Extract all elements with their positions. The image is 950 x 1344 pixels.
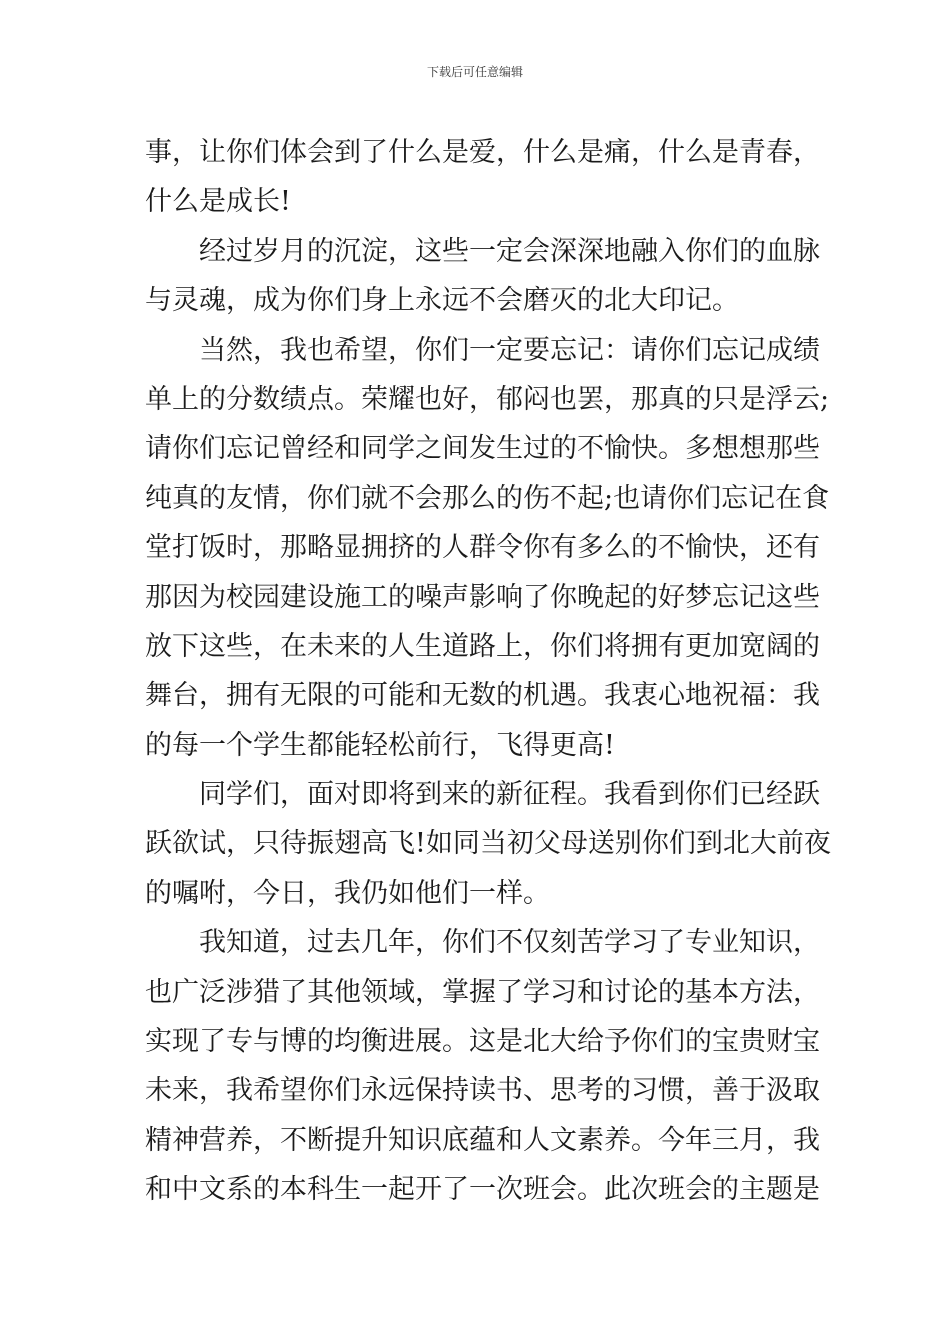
paragraph-first-line: 经过岁月的沉淀，这些一定会深深地融入你们的血脉 xyxy=(199,235,820,267)
paragraph-first-line: 当然，我也希望，你们一定要忘记：请你们忘记成绩 xyxy=(199,334,820,366)
text-line: 也广泛涉猎了其他领域，掌握了学习和讨论的基本方法， xyxy=(145,976,820,1008)
text-line: 请你们忘记曾经和同学之间发生过的不愉快。多想想那些 xyxy=(145,433,820,465)
page-header: 下载后可任意编辑 xyxy=(426,65,523,79)
text-line: 堂打饭时，那略显拥挤的人群令你有多么的不愉快，还有 xyxy=(145,532,820,564)
text-line: 的嘱咐，今日，我仍如他们一样。 xyxy=(145,877,550,909)
text-line: 事，让你们体会到了什么是爱，什么是痛，什么是青春， xyxy=(145,137,820,168)
text-line: 单上的分数绩点。荣耀也好，郁闷也罢，那真的只是浮云; xyxy=(145,383,830,415)
text-line: 那因为校园建设施工的噪声影响了你晚起的好梦忘记这些 xyxy=(145,581,820,613)
text-line: 放下这些，在未来的人生道路上，你们将拥有更加宽阔的 xyxy=(145,630,820,662)
text-line: 跃欲试，只待振翅高飞!如同当初父母送别你们到北大前夜 xyxy=(145,828,831,860)
text-line: 的每一个学生都能轻松前行，飞得更高! xyxy=(145,729,615,761)
text-line: 舞台，拥有无限的可能和无数的机遇。我衷心地祝福：我 xyxy=(145,680,820,712)
text-line: 精神营养，不断提升知识底蕴和人文素养。今年三月，我 xyxy=(145,1124,820,1156)
text-line: 和中文系的本科生一起开了一次班会。此次班会的主题是 xyxy=(145,1174,820,1206)
document-body xyxy=(145,128,831,1215)
text-line: 与灵魂，成为你们身上永远不会磨灭的北大印记。 xyxy=(145,285,739,317)
text-line: 纯真的友情，你们就不会那么的伤不起;也请你们忘记在食 xyxy=(145,482,830,514)
paragraph-first-line: 同学们，面对即将到来的新征程。我看到你们已经跃 xyxy=(199,779,820,811)
text-line: 未来，我希望你们永远保持读书、思考的习惯，善于汲取 xyxy=(145,1075,820,1107)
text-line: 实现了专与博的均衡进展。这是北大给予你们的宝贵财宝 xyxy=(145,1026,820,1058)
paragraph-first-line: 我知道，过去几年，你们不仅刻苦学习了专业知识， xyxy=(199,927,820,959)
text-line: 什么是成长! xyxy=(145,186,291,218)
